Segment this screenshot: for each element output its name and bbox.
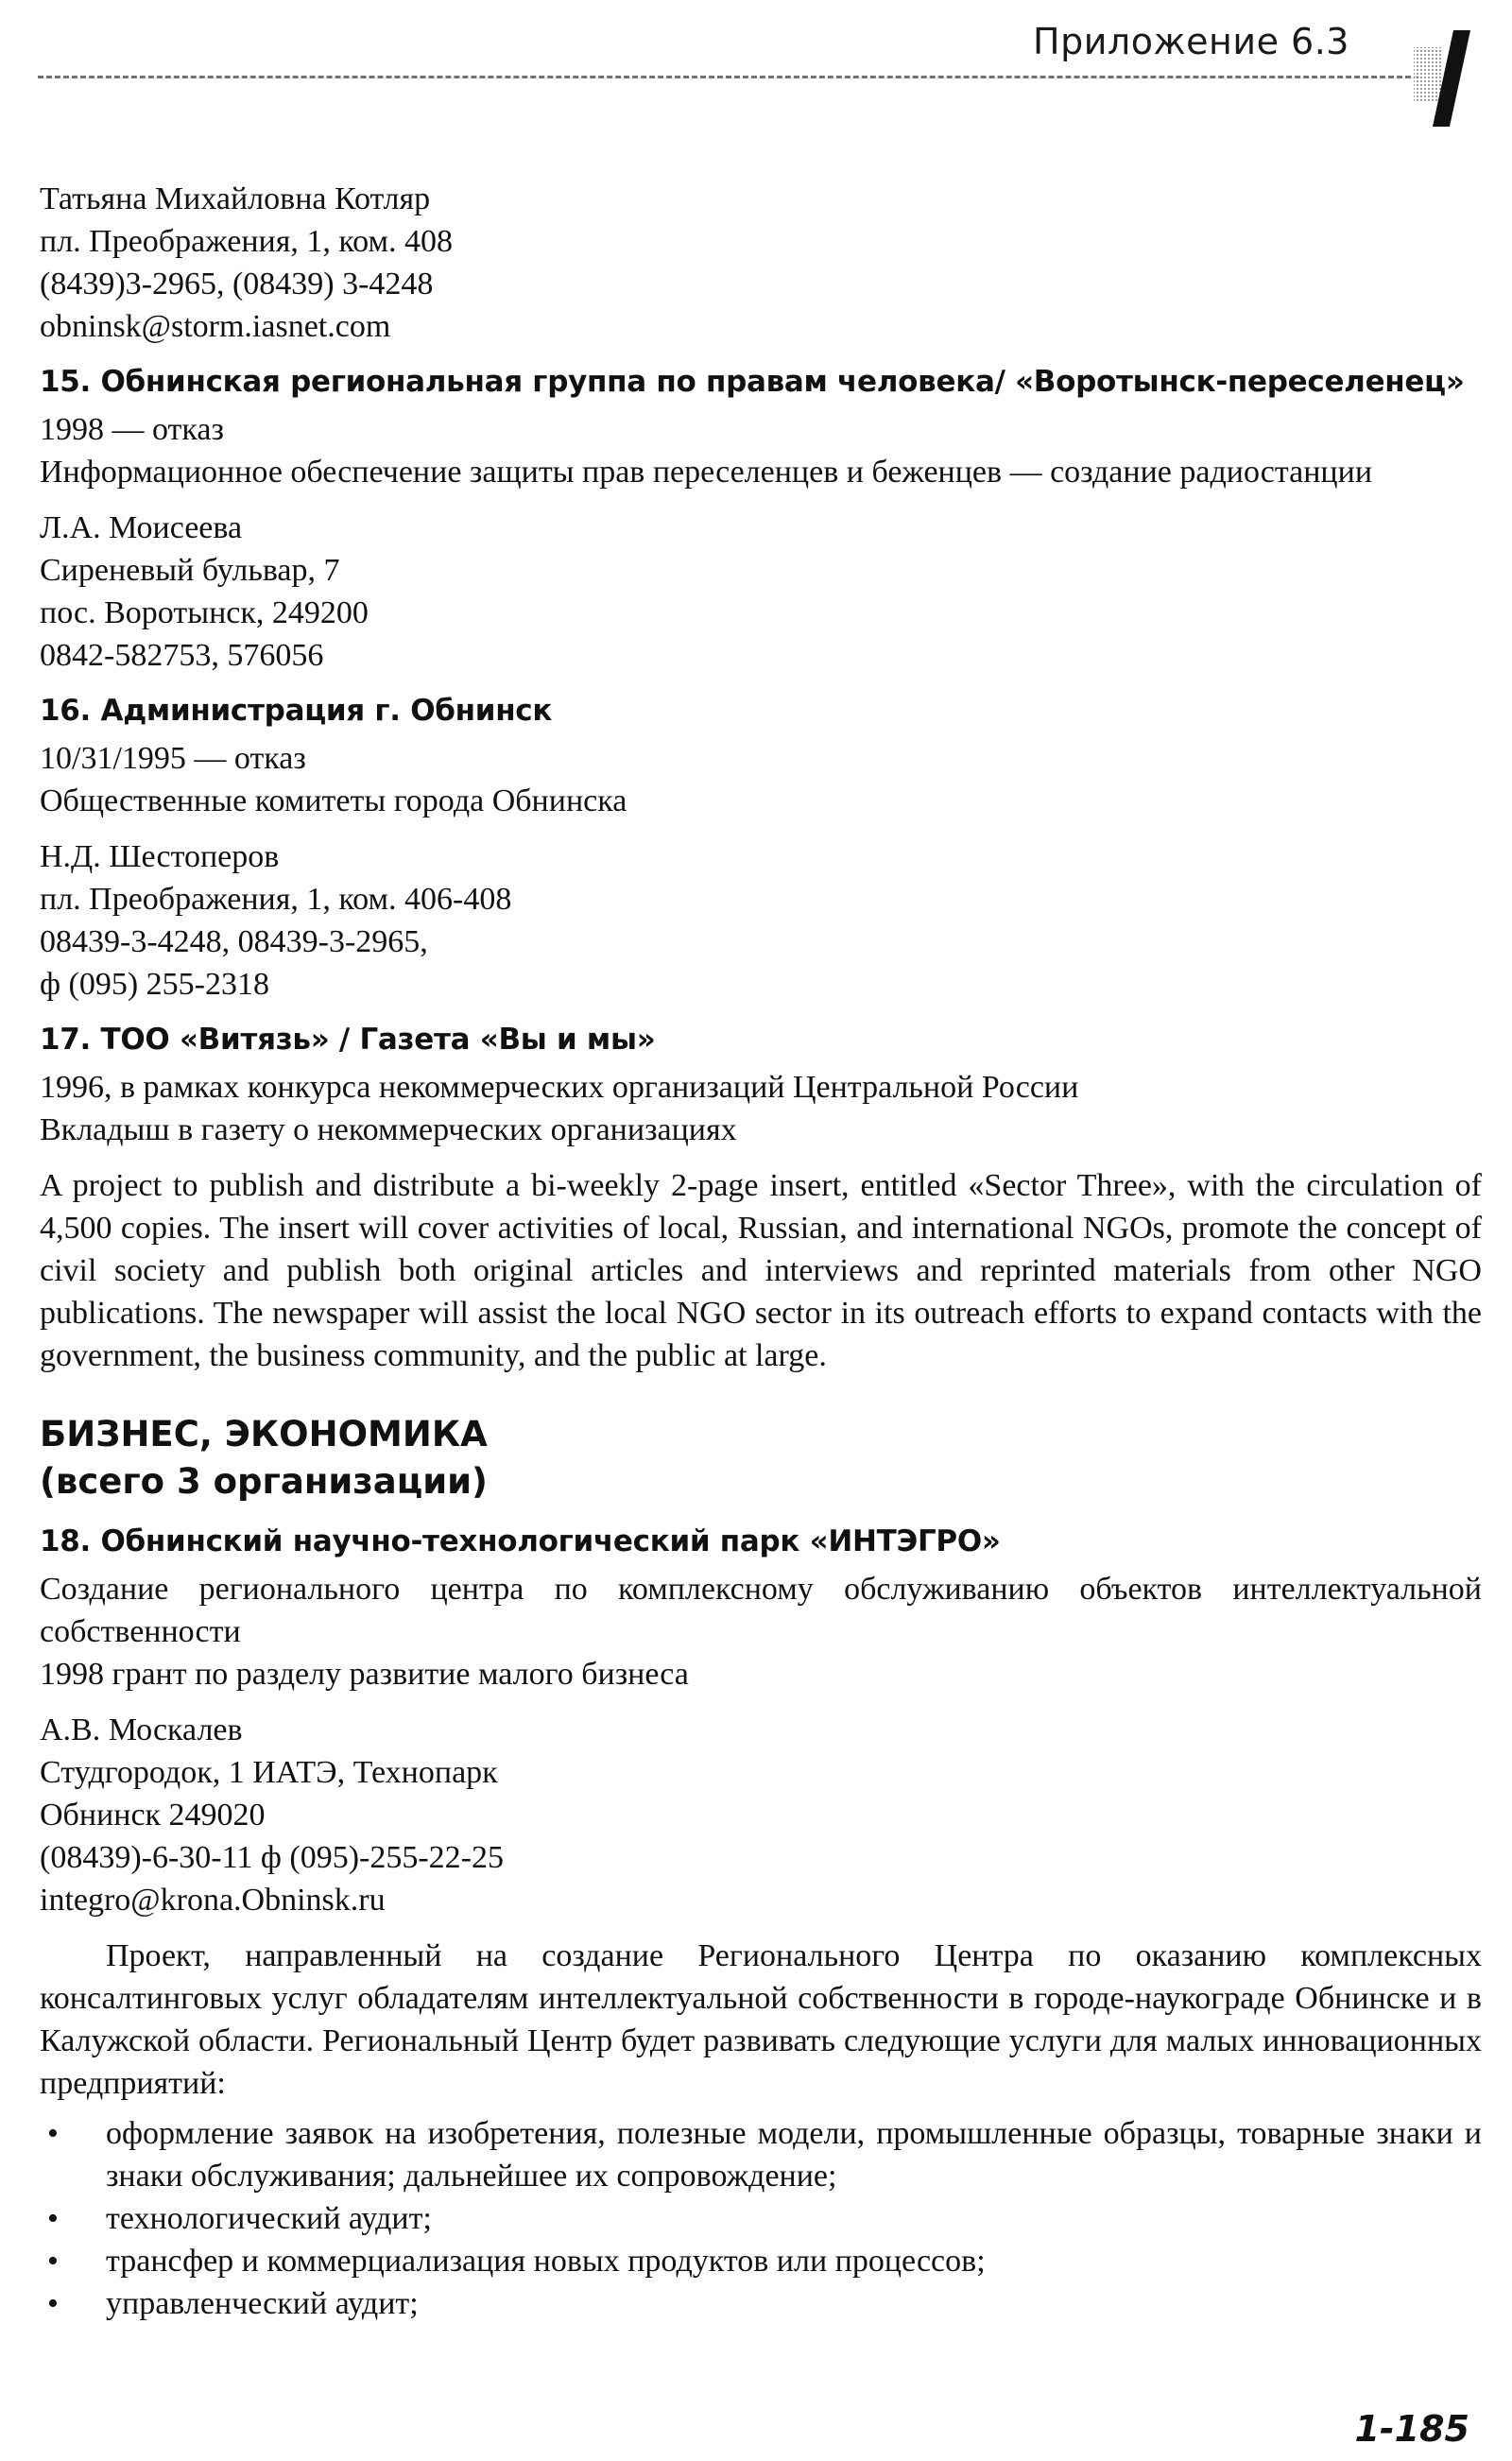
- entry-18-contact: [40, 1709, 1482, 1921]
- bullet-icon: •: [47, 2116, 59, 2151]
- contact-address: Сиреневый бульвар, 7: [40, 553, 340, 588]
- contact-address: пл. Преображения, 1, ком. 408: [40, 224, 454, 259]
- list-item-text: трансфер и коммерциализация новых продуктов или процессов;: [106, 2244, 986, 2279]
- list-item: [40, 2240, 1482, 2282]
- contact-phone: (8439)3-2965, (08439) 3-4248: [40, 267, 434, 301]
- section-title: БИЗНЕС, ЭКОНОМИКА: [40, 1414, 488, 1454]
- contact-city: Обнинск 249020: [40, 1798, 266, 1833]
- header-rule: [38, 76, 1419, 78]
- entry-16-contact: [40, 835, 1482, 1006]
- appendix-label: Приложение 6.3: [1033, 21, 1349, 62]
- entry-18-description: Проект, направленный на создание Регионального Центра по оказанию комплексных консалтинговых услуг обладателям интеллектуальной собственности в городе-наукограде Обнинске и в Калужской области. Региональный Центр будет развивать следующие услуги для малых инновационных предприятий:: [40, 1938, 1482, 2101]
- list-item-text: управленческий аудит;: [106, 2286, 419, 2321]
- entry-18-project: Создание регионального центра по комплексному обслуживанию объектов интеллектуальной собственности: [40, 1572, 1482, 1649]
- contact-city: пос. Воротынск, 249200: [40, 595, 369, 630]
- section-subtitle: (всего 3 организации): [40, 1461, 488, 1502]
- entry-15-project: Информационное обеспечение защиты прав переселенцев и беженцев — создание радиостанции: [40, 455, 1373, 490]
- contact-fax: ф (095) 255-2318: [40, 967, 269, 1002]
- list-item: [40, 2282, 1482, 2325]
- bullet-icon: •: [47, 2244, 59, 2279]
- contact-email: obninsk@storm.iasnet.com: [40, 309, 391, 344]
- entry-18: [40, 1521, 1482, 2325]
- entry-18-title: 18. Обнинский научно-технологический парк «ИНТЭГРО»: [40, 1524, 1001, 1558]
- entry-16: [40, 690, 1482, 1006]
- entry-15-info: [40, 408, 1482, 493]
- header-slash-mark-icon: [1412, 26, 1478, 130]
- list-item: [40, 2197, 1482, 2240]
- contact-phone: 0842-582753, 576056: [40, 638, 324, 673]
- entry-17-status: 1996, в рамках конкурса некоммерческих организаций Центральной России: [40, 1070, 1079, 1105]
- contact-phone: 08439-3-4248, 08439-3-2965,: [40, 924, 428, 959]
- contact-address: Студгородок, 1 ИАТЭ, Технопарк: [40, 1755, 498, 1790]
- entry-17-title: 17. ТОО «Витязь» / Газета «Вы и мы»: [40, 1023, 656, 1057]
- entry-17-info: [40, 1066, 1482, 1151]
- page-header: [0, 0, 1512, 132]
- list-item-text: оформление заявок на изобретения, полезные модели, промышленные образцы, товарные знаки и знаки обслуживания; дальнейшее их сопровождение;: [106, 2116, 1482, 2194]
- entry-18-grant: 1998 грант по разделу развитие малого бизнеса: [40, 1657, 689, 1692]
- entry-15: [40, 361, 1482, 677]
- entry-15-title: 15. Обнинская региональная группа по правам человека/ «Воротынск-переселенец»: [40, 365, 1465, 399]
- bullet-icon: •: [47, 2201, 59, 2236]
- contact-address: пл. Преображения, 1, ком. 406-408: [40, 882, 512, 917]
- contact-name: А.В. Москалев: [40, 1712, 243, 1747]
- entry-15-status: 1998 — отказ: [40, 412, 224, 447]
- services-list: [40, 2112, 1482, 2325]
- document-body: [40, 178, 1482, 2338]
- page-number: 1-185: [1354, 2408, 1469, 2450]
- contact-phone: (08439)-6-30-11 ф (095)-255-22-25: [40, 1840, 504, 1875]
- contact-name: Татьяна Михайловна Котляр: [40, 181, 431, 216]
- contact-name: Н.Д. Шестоперов: [40, 839, 280, 874]
- list-item-text: технологический аудит;: [106, 2201, 432, 2236]
- entry-17: [40, 1019, 1482, 1377]
- entry-16-info: [40, 737, 1482, 822]
- entry-15-contact: [40, 507, 1482, 677]
- contact-block-top: [40, 178, 1482, 348]
- entry-17-project: Вкладыш в газету о некоммерческих организациях: [40, 1112, 737, 1147]
- entry-16-status: 10/31/1995 — отказ: [40, 741, 306, 776]
- section-heading: [40, 1411, 1482, 1506]
- entry-16-title: 16. Администрация г. Обнинск: [40, 694, 553, 728]
- entry-18-info: [40, 1568, 1482, 1695]
- entry-17-description: A project to publish and distribute a bi-weekly 2-page insert, entitled «Sector Three», with the circulation of 4,500 copies. The insert will cover activities of local, Russian, and international NGOs, promote the concept of civil society and publish both original articles and interviews and reprinted materials from other NGO publications. The newspaper will assist the local NGO sector in its outreach efforts to expand contacts with the government, the business community, and the public at large.: [40, 1168, 1482, 1373]
- bullet-icon: •: [47, 2286, 59, 2321]
- list-item: [40, 2112, 1482, 2197]
- contact-name: Л.А. Моисеева: [40, 510, 243, 545]
- entry-16-project: Общественные комитеты города Обнинска: [40, 783, 627, 818]
- contact-email: integro@krona.Obninsk.ru: [40, 1883, 386, 1918]
